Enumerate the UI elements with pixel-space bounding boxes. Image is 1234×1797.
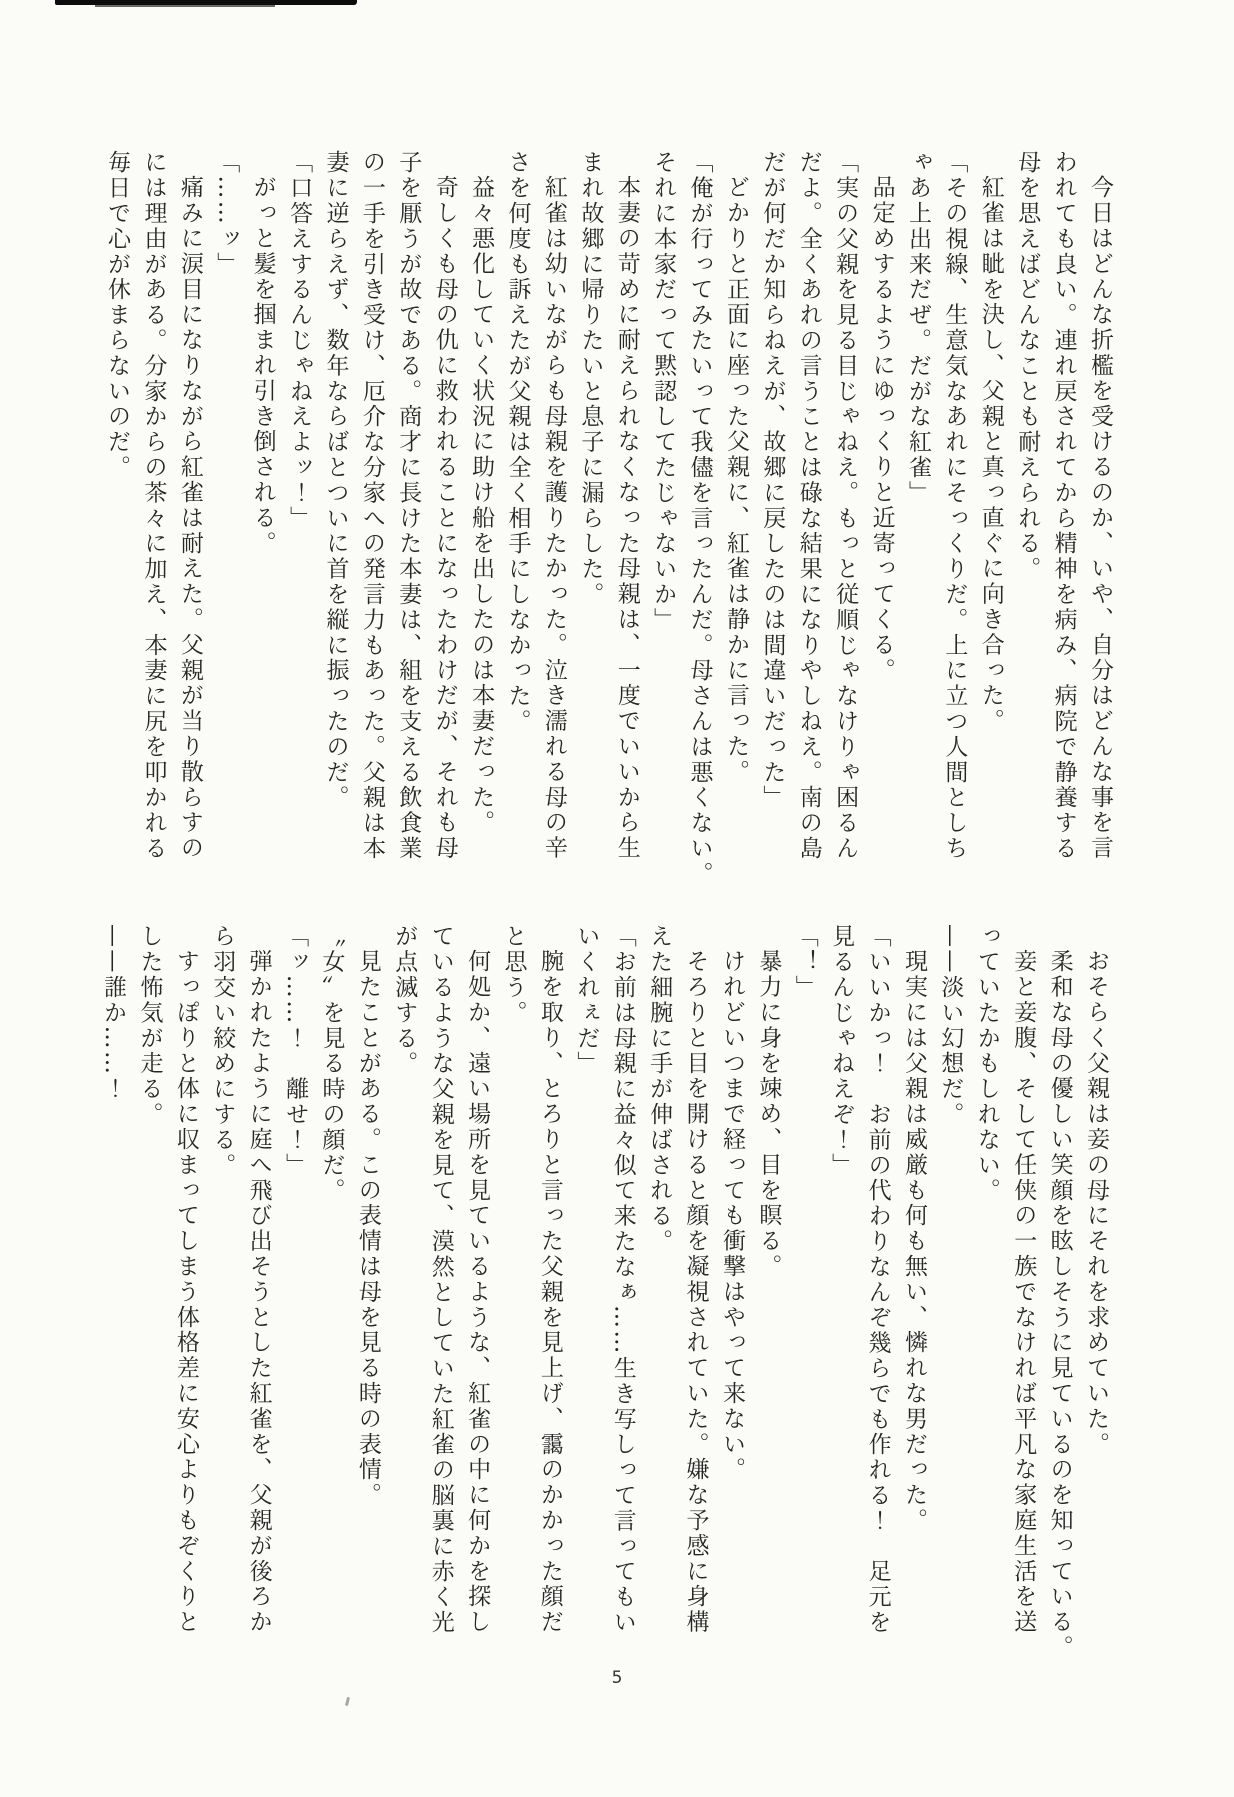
text-column: 母を思えばどんなことも耐えられる。	[1014, 150, 1041, 582]
text-column: 〝女〟を見る時の顔だ。	[318, 924, 345, 1204]
text-column: えた細腕に手が伸ばされる。	[646, 924, 673, 1255]
text-column: 「実の父親を見る目じゃねえ。もっと従順じゃなけりゃ困るん	[832, 150, 859, 862]
text-column: 痛みに涙目になりながら紅雀は耐えた。父親が当り散らすの	[176, 175, 203, 861]
text-column: いくれぇだ」	[573, 924, 600, 1077]
text-column: 「！」	[791, 924, 818, 1001]
text-column: すっぽりと体に収まってしまう体格差に安心よりもぞくりと	[172, 949, 199, 1635]
text-column: 今日はどんな折檻を受けるのか、いや、自分はどんな事を言	[1087, 175, 1113, 861]
text-column: 品定めするようにゆっくりと近寄ってくる。	[868, 175, 895, 683]
text-column: それに本家だって黙認してたじゃないか」	[650, 150, 677, 633]
text-column: 子を厭うが故である。商才に長けた本妻は、組を支える飲食業	[395, 150, 422, 862]
text-column: 暴力に身を竦め、目を瞑る。	[755, 949, 782, 1280]
text-column: だよ。全くあれの言うことは碌な結果になりやしねえ。南の島	[795, 150, 822, 862]
text-column: 妾と妾腹、そして任侠の一族でなければ平凡な家庭生活を送	[1010, 949, 1037, 1635]
text-column: 「俺が行ってみたいって我儘を言ったんだ。母さんは悪くない。	[686, 150, 713, 887]
text-column: 「お前は母親に益々似て来たなぁ……生き写しって言ってもい	[609, 924, 636, 1636]
text-column: まれ故郷に帰りたいと息子に漏らした。	[577, 150, 604, 608]
text-column: だが何だか知らねえが、故郷に戻したのは間違いだった」	[759, 150, 786, 811]
text-column: と思う。	[500, 924, 527, 1026]
text-column: 妻に逆らえず、数年ならばとついに首を縦に振ったのだ。	[322, 150, 349, 811]
text-column: 「口答えするんじゃねえよッ！」	[286, 150, 313, 531]
text-column: 「ッ……！ 離せ！」	[282, 924, 309, 1178]
text-column: 本妻の苛めに耐えられなくなった母親は、一度でいいから生	[613, 175, 640, 861]
text-column: 奇しくも母の仇に救われることになったわけだが、それも母	[431, 175, 458, 861]
text-column: 柔和な母の優しい笑顔を眩しそうに見ているのを知っている。	[1046, 949, 1073, 1661]
scan-speck	[345, 1697, 350, 1706]
text-column: そろりと目を開けると顔を凝視されていた。嫌な予感に身構	[682, 949, 709, 1635]
lower-text-block	[95, 924, 1114, 1660]
text-column: おそらく父親は妾の母にそれを求めていた。	[1083, 949, 1109, 1457]
text-column: われても良い。連れ戻されてから精神を病み、病院で静養する	[1050, 150, 1077, 862]
text-column: 益々悪化していく状況に助け船を出したのは本妻だった。	[468, 175, 495, 836]
text-column: 何処か、遠い場所を見ているような、紅雀の中に何かを探し	[464, 949, 491, 1635]
text-column: ているような父親を見て、漠然としていた紅雀の脳裏に赤く光	[427, 924, 454, 1636]
text-column: けれどいつまで経っても衝撃はやって来ない。	[718, 949, 745, 1483]
text-column: 紅雀は眦を決し、父親と真っ直ぐに向き合った。	[977, 175, 1004, 734]
text-column: ゃあ上出来だぜ。だがな紅雀」	[904, 150, 931, 506]
text-column: 「その視線、生意気なあれにそっくりだ。上に立つ人間としち	[941, 150, 968, 862]
text-column: 紅雀は幼いながらも母親を護りたかった。泣き濡れる母の辛	[540, 175, 567, 861]
text-column: さを何度も訴えたが父親は全く相手にしなかった。	[504, 150, 531, 735]
text-column: 「……ッ」	[213, 150, 240, 277]
text-column: ら羽交い絞めにする。	[209, 924, 236, 1178]
text-column: ——誰か……！	[100, 924, 127, 1102]
upper-text-block	[99, 150, 1118, 887]
text-column: 毎日で心が休まらないのだ。	[104, 150, 131, 481]
scan-artifact-top	[55, 0, 357, 5]
text-column: どかりと正面に座った父親に、紅雀は静かに言った。	[722, 175, 749, 785]
text-column: 見るんじゃねえぞ！」	[828, 924, 855, 1178]
text-column: 現実には父親は威厳も何も無い、憐れな男だった。	[900, 949, 927, 1534]
page-number: 5	[611, 1668, 623, 1688]
text-column: っていたかもしれない。	[973, 924, 1000, 1204]
text-column: がっと髪を掴まれ引き倒される。	[249, 175, 276, 556]
text-column: した怖気が走る。	[136, 924, 163, 1128]
text-column: の一手を引き受け、厄介な分家への発言力もあった。父親は本	[358, 150, 385, 862]
text-column: ——淡い幻想だ。	[937, 924, 964, 1128]
text-column: 見たことがある。この表情は母を見る時の表情。	[354, 949, 381, 1508]
text-column: 弾かれたように庭へ飛び出そうとした紅雀を、父親が後ろか	[245, 949, 272, 1635]
text-column: 「いいかっ！ お前の代わりなんぞ幾らでも作れる！ 足元を	[864, 924, 891, 1636]
text-column: 腕を取り、とろりと言った父親を見上げ、靄のかかった顔だ	[536, 949, 563, 1635]
text-column: が点滅する。	[391, 924, 418, 1077]
text-column: には理由がある。分家からの茶々に加え、本妻に尻を叩かれる	[140, 150, 167, 862]
